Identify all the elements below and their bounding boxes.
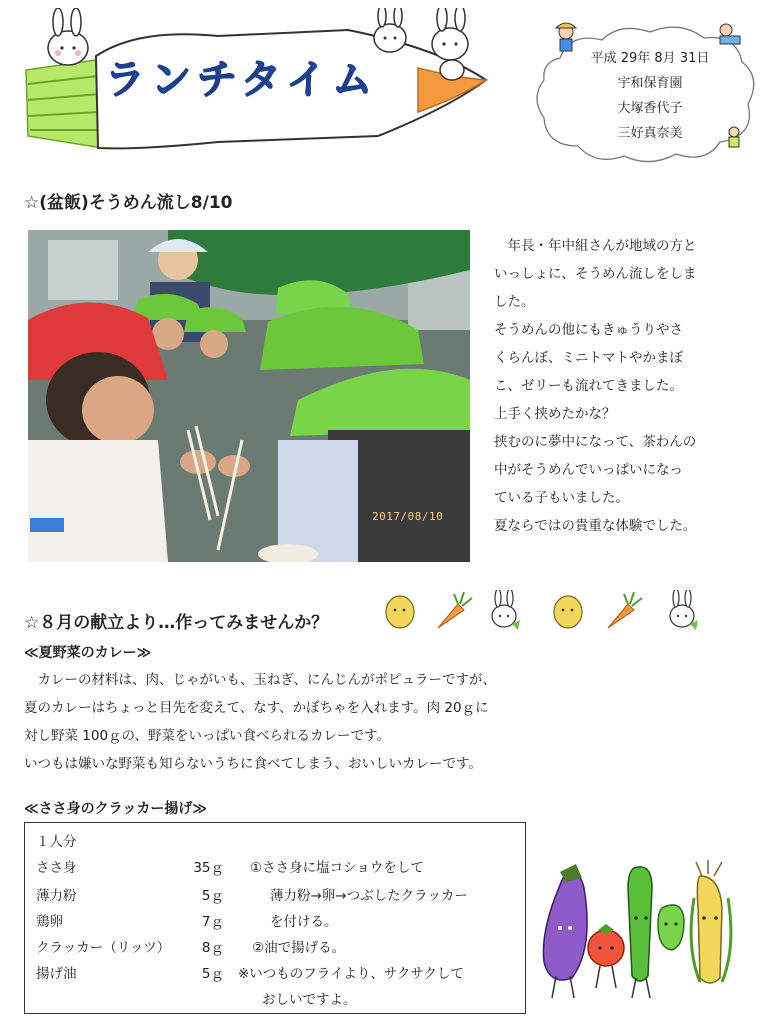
recipe-step: 薄力粉→卵→つぶしたクラッカー: [270, 888, 468, 904]
potato-icon: [386, 596, 414, 628]
paragraph-line: 挟むのに夢中になって、茶わんの: [494, 434, 697, 450]
organization-text: 宇和保育園: [617, 76, 683, 91]
paragraph-line: いっしょに、そうめん流しをしま: [494, 266, 697, 282]
date-text: 平成 29年 8月 31日: [590, 51, 710, 66]
paragraph-line: 上手く挟めたかな？: [494, 406, 616, 422]
info-cloud: [530, 18, 762, 168]
decorative-icon-row: [382, 590, 712, 634]
paragraph-line: こ、ゼリーも流れてきました。: [494, 378, 683, 394]
carrot-icon: [438, 592, 472, 628]
paragraph-line: ている子もいました。: [494, 490, 629, 506]
ingredient-name: クラッカー（リッツ）: [36, 940, 171, 956]
recipe-step: ①ささ身に塩コショウをして: [250, 860, 424, 876]
paragraph-line: 年長・年中組さんが地域の方と: [494, 238, 697, 254]
tomato-icon: [588, 924, 624, 988]
paragraph-line: いつもは嫌いな野菜も知らないうちに食べてしまう、おいしいカレーです。: [24, 756, 482, 772]
paragraph-line: した。: [494, 294, 535, 310]
paragraph-line: 夏ならではの貴重な体験でした。: [494, 518, 697, 534]
recipe-step: おしいですよ。: [262, 992, 357, 1008]
paragraph-line: 中がそうめんでいっぱいになっ: [494, 462, 683, 478]
paragraph-line: 夏のカレーはちょっと目先を変えて、なす、かぼちゃを入れます。肉 20ｇに: [24, 700, 489, 716]
ingredient-name: ささ身: [36, 860, 77, 876]
section-heading-menu: ☆８月の献立より…作ってみませんか？: [24, 613, 329, 633]
paragraph-line: そうめんの他にもきゅうりやさ: [494, 322, 683, 338]
ingredient-amount: 7ｇ: [201, 914, 224, 930]
rabbit-icon: [374, 8, 406, 52]
ingredient-name: 鶏卵: [36, 914, 63, 930]
paragraph-line: くらんぼ、ミニトマトやかまぼ: [494, 350, 683, 366]
child-icon: [720, 24, 740, 44]
pepper-icon: [658, 905, 684, 950]
recipe-step: ※いつものフライより、サクサクして: [238, 966, 464, 982]
cracker-title: ≪ささ身のクラッカー揚げ≫: [24, 801, 208, 817]
curry-title: ≪夏野菜のカレー≫: [24, 645, 152, 661]
potato-icon: [554, 596, 582, 628]
eggplant-icon: [543, 864, 587, 998]
ingredient-amount: 5ｇ: [201, 888, 224, 904]
cucumber-icon: [628, 867, 652, 998]
recipe-step: ②油で揚げる。: [252, 940, 346, 956]
serving-label: １人分: [36, 834, 77, 850]
ingredient-amount: 35ｇ: [193, 860, 224, 876]
paragraph-line: 対し野菜 100ｇの、野菜をいっぱい食べられるカレーです。: [24, 728, 390, 744]
paragraph-line: カレーの材料は、肉、じゃがいも、玉ねぎ、にんじんがポピュラーですが、: [24, 672, 496, 688]
rabbit-icon: [492, 590, 520, 630]
section-heading-somen: ☆(盆飯)そうめん流し8/10: [24, 193, 233, 213]
carrot-icon: [608, 592, 642, 628]
ingredient-amount: 5ｇ: [201, 966, 224, 982]
recipe-step: を付ける。: [270, 914, 338, 930]
vegetable-characters: [536, 858, 736, 1008]
ingredient-amount: 8ｇ: [201, 940, 224, 956]
ingredient-name: 揚げ油: [36, 966, 77, 982]
photo-date-stamp: 2017/08/10: [372, 510, 444, 523]
ingredient-name: 薄力粉: [36, 888, 77, 904]
carrot-leaves-icon: [26, 60, 102, 148]
page-title: ランチタイム: [105, 57, 379, 103]
rabbit-icon: [48, 8, 88, 65]
rabbit-icon: [670, 590, 698, 630]
author-name: 三好真奈美: [617, 126, 683, 141]
author-name: 大塚香代子: [617, 101, 683, 116]
corn-icon: [691, 860, 731, 983]
